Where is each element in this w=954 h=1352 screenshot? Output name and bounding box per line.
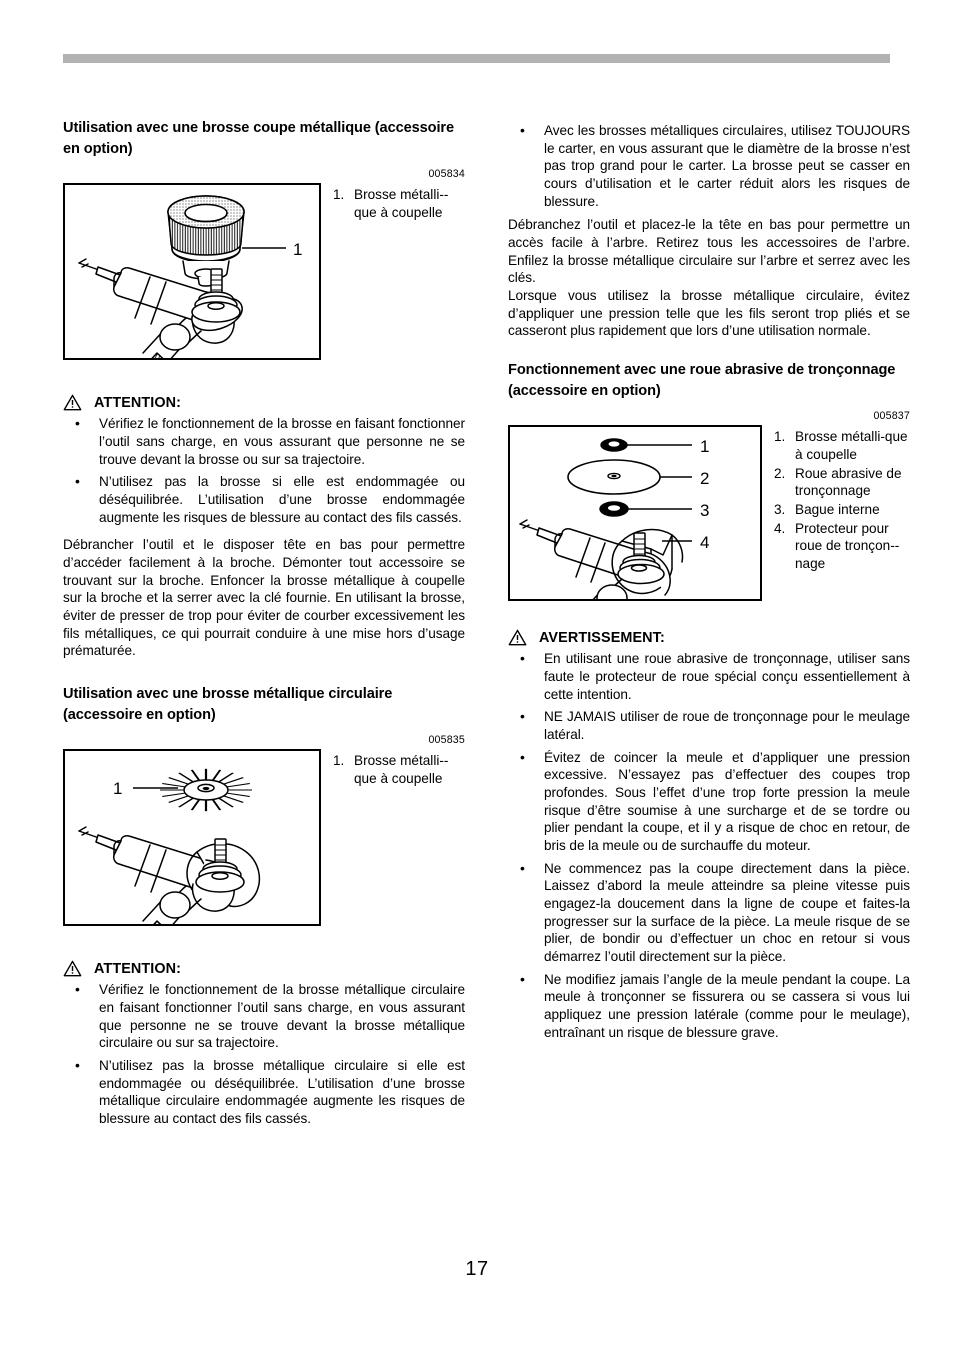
legend-item [333, 186, 465, 221]
callout-heading [63, 394, 465, 411]
callout-label: AVERTISSEMENT: [539, 629, 665, 646]
callout-heading [63, 960, 465, 977]
legend-number: 1. [774, 429, 786, 445]
legend-number: 2. [774, 465, 786, 481]
warning-triangle-icon [508, 629, 527, 646]
bullet-item: • NE JAMAIS utiliser de roue de tronçonnage pour le meulage latéral. [508, 708, 910, 743]
bullet-item: • Évitez de coincer la meule et d’appliquer une pression excessive. N’essayez pas d’effectuer des coupes trop profondes. Sous l’effet d’une trop forte pression la meule risque d’être soumise à une surcharge et de se tordre ou plier pendant la coupe, et il y a risque de choc en retour, de bris de la meule ou de surchauffe du moteur. [508, 749, 910, 855]
figure-code-label: 005834 [428, 168, 465, 181]
legend-number: 3. [774, 502, 786, 518]
callout-label: ATTENTION: [94, 960, 182, 977]
section-title-wheel-brush: Utilisation avec une brosse métallique circulaire (accessoire en option) [63, 686, 393, 724]
bullet-item: • Vérifiez le fonctionnement de la brosse métallique circulaire en faisant fonctionner l’outil sans charge, en vous assurant que personne ne se trouve devant la brosse métallique circulaire ou sur sa trajectoire. [63, 981, 465, 1052]
svg-text:2: 2 [700, 469, 710, 489]
section-title-cup-brush: Utilisation avec une brosse coupe métallique (accessoire en option) [63, 120, 455, 158]
figure-code-label: 005837 [873, 410, 910, 423]
figure-legend-005834 [321, 183, 465, 222]
figure-image-wheel-brush [63, 749, 321, 926]
bullet-item: • Ne commencez pas la coupe directement dans la pièce. Laissez d’abord la meule atteindre sa pleine vitesse puis engagez-la doucement dans la ligne de coupe et faites-la progresser sur la surface de la pièce. La meule risque de se plier, de bondir ou d’effectuer un choc en retour si vous démarrez l’outil directement sur la pièce. [508, 860, 910, 966]
paragraph-cup-brush-instructions: Débrancher l’outil et le disposer tête en bas pour permettre d’accéder facilement à la broche. Démonter tout accessoire se trouvant sur la broche. Enfoncer la brosse métallique à coupelle sur la broche et la serrer avec la clé fournie. En utilisant la brosse, éviter de presser de trop pour éviter de courber excessivement les fils métalliques, ce qui pourrait conduire à une mise hors d’usage prématurée. [63, 537, 465, 659]
figure-005837 [508, 410, 910, 601]
legend-text: Bague interne [795, 502, 880, 518]
callout-attention-1 [63, 394, 465, 526]
bullet-item: • En utilisant une roue abrasive de tronçonnage, utiliser sans faute le protecteur de roue spécial conçu essentiellement à cette intention. [508, 650, 910, 703]
legend-list [774, 428, 910, 572]
paragraph-unplug-tool: Débranchez l’outil et placez-le la tête en bas pour permettre un accès facile à l’arbre. Retirez tous les accessoires de l’arbre. Enfilez la brosse métallique circulaire sur l’arbre et serrez avec les clés. [508, 217, 910, 286]
figure-code-label: 005835 [428, 734, 465, 747]
callout-bullet-list [63, 981, 465, 1127]
legend-item [333, 752, 465, 787]
legend-text: Brosse métalli-que à coupelle [354, 753, 449, 787]
figure-image-cutoff-wheel [508, 425, 762, 601]
warning-triangle-icon [63, 394, 82, 411]
svg-text:1: 1 [700, 437, 710, 457]
section-title-cutoff-wheel: Fonctionnement avec une roue abrasive de tronçonnage (accessoire en option) [508, 362, 896, 400]
legend-number: 1. [333, 753, 345, 769]
legend-number: 4. [774, 520, 786, 536]
legend-item [774, 520, 910, 573]
legend-item [774, 501, 910, 519]
paragraph-pressure-warning: Lorsque vous utilisez la brosse métallique circulaire, évitez d’appliquer une pression telle que les fils seront trop pliés et se casseront plus rapidement que lors d’une utilisation normale. [508, 288, 910, 339]
figure-legend-005837 [762, 425, 910, 573]
callout-label: ATTENTION: [94, 394, 182, 411]
intro-bullet-list [508, 122, 910, 210]
svg-text:1: 1 [113, 779, 123, 799]
legend-item [774, 465, 910, 500]
svg-text:1: 1 [293, 240, 303, 260]
bullet-item: • Avec les brosses métalliques circulaires, utilisez TOUJOURS le carter, en vous assurant que le diamètre de la brosse n’est pas trop grand pour le carter. La brosse peut se casser en cours d’utilisation et le carter réduit alors les risques de blessure. [508, 122, 910, 210]
page-number: 17 [465, 1258, 489, 1280]
callout-bullet-list [63, 415, 465, 526]
left-column [63, 118, 465, 1128]
callout-bullet-list [508, 650, 910, 1041]
warning-triangle-icon [63, 960, 82, 977]
legend-list [333, 752, 465, 787]
figure-legend-005835 [321, 749, 465, 788]
bullet-item: • Ne modifiez jamais l’angle de la meule pendant la coupe. La meule à tronçonner se fissurera ou se cassera si vous lui appliquez une pression latérale (comme pour le meulage), entraînant un risque de blessure grave. [508, 971, 910, 1042]
figure-005834 [63, 168, 465, 360]
two-column-body [0, 118, 954, 1128]
legend-list [333, 186, 465, 221]
callout-heading [508, 629, 910, 646]
legend-item [774, 428, 910, 463]
legend-text: Roue abrasive de tronçonnage [795, 465, 902, 499]
bullet-item: • Vérifiez le fonctionnement de la brosse en faisant fonctionner l’outil sans charge, en vous assurant que personne ne se trouve devant la brosse ou sur sa trajectoire. [63, 415, 465, 468]
legend-text: Brosse métalli-que à coupelle [795, 429, 908, 463]
callout-attention-2 [63, 960, 465, 1127]
svg-text:3: 3 [700, 501, 710, 521]
figure-image-cup-brush [63, 183, 321, 360]
figure-005835 [63, 734, 465, 926]
right-column [508, 118, 910, 1128]
legend-text: Protecteur pour roue de tronçon-nage [795, 520, 900, 572]
legend-text: Brosse métalli-que à coupelle [354, 187, 449, 220]
legend-number: 1. [333, 187, 345, 203]
callout-avertissement [508, 629, 910, 1041]
bullet-item: • N’utilisez pas la brosse métallique circulaire si elle est endommagée ou déséquilibrée. L’utilisation d’une brosse métallique circulaire endommagée augmente les risques de blessure au contact des fils cassés. [63, 1057, 465, 1128]
header-rule [63, 54, 890, 63]
svg-text:4: 4 [700, 533, 710, 553]
bullet-item: • N’utilisez pas la brosse si elle est endommagée ou déséquilibrée. L’utilisation d’une brosse endommagée augmente les risques de blessure au contact des fils cassés. [63, 473, 465, 526]
